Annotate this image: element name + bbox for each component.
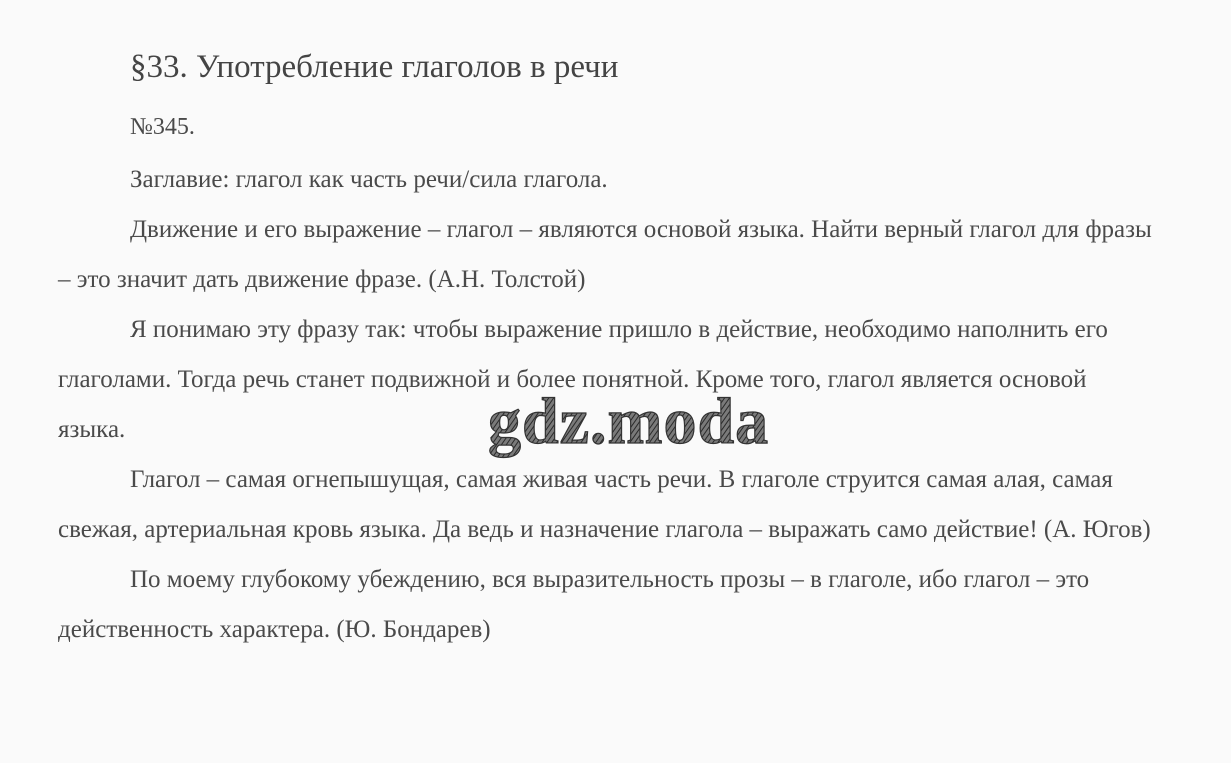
paragraph-explanation: Я понимаю эту фразу так: чтобы выражение пришло в действие, необходимо наполнить его глаголами. Тогда речь станет подвижной и более понятной. Кроме того, глагол является основой языка. <box>58 316 1108 443</box>
exercise-number: №345. <box>130 114 195 140</box>
section-heading: §33. Употребление глаголов в речи <box>130 49 619 85</box>
paragraph-quote-bondarev: По моему глубокому убеждению, вся выразительность прозы – в глаголе, ибо глагол – это действенность характера. (Ю. Бондарев) <box>58 566 1090 643</box>
paragraph-quote-yugov: Глагол – самая огнепышущая, самая живая часть речи. В глаголе струится самая алая, самая свежая, артериальная кровь языка. Да ведь и назначение глагола – выражать само действие! (А. Югов) <box>58 466 1151 543</box>
watermark-text: gdz.moda <box>488 385 770 458</box>
watermark-logo <box>484 385 836 465</box>
paragraph-quote-tolstoy: Движение и его выражение – глагол – являются основой языка. Найти верный глагол для фразы – это значит дать движение фразе. (А.Н. Толстой) <box>58 216 1152 293</box>
paragraph-title: Заглавие: глагол как часть речи/сила глагола. <box>130 166 608 193</box>
